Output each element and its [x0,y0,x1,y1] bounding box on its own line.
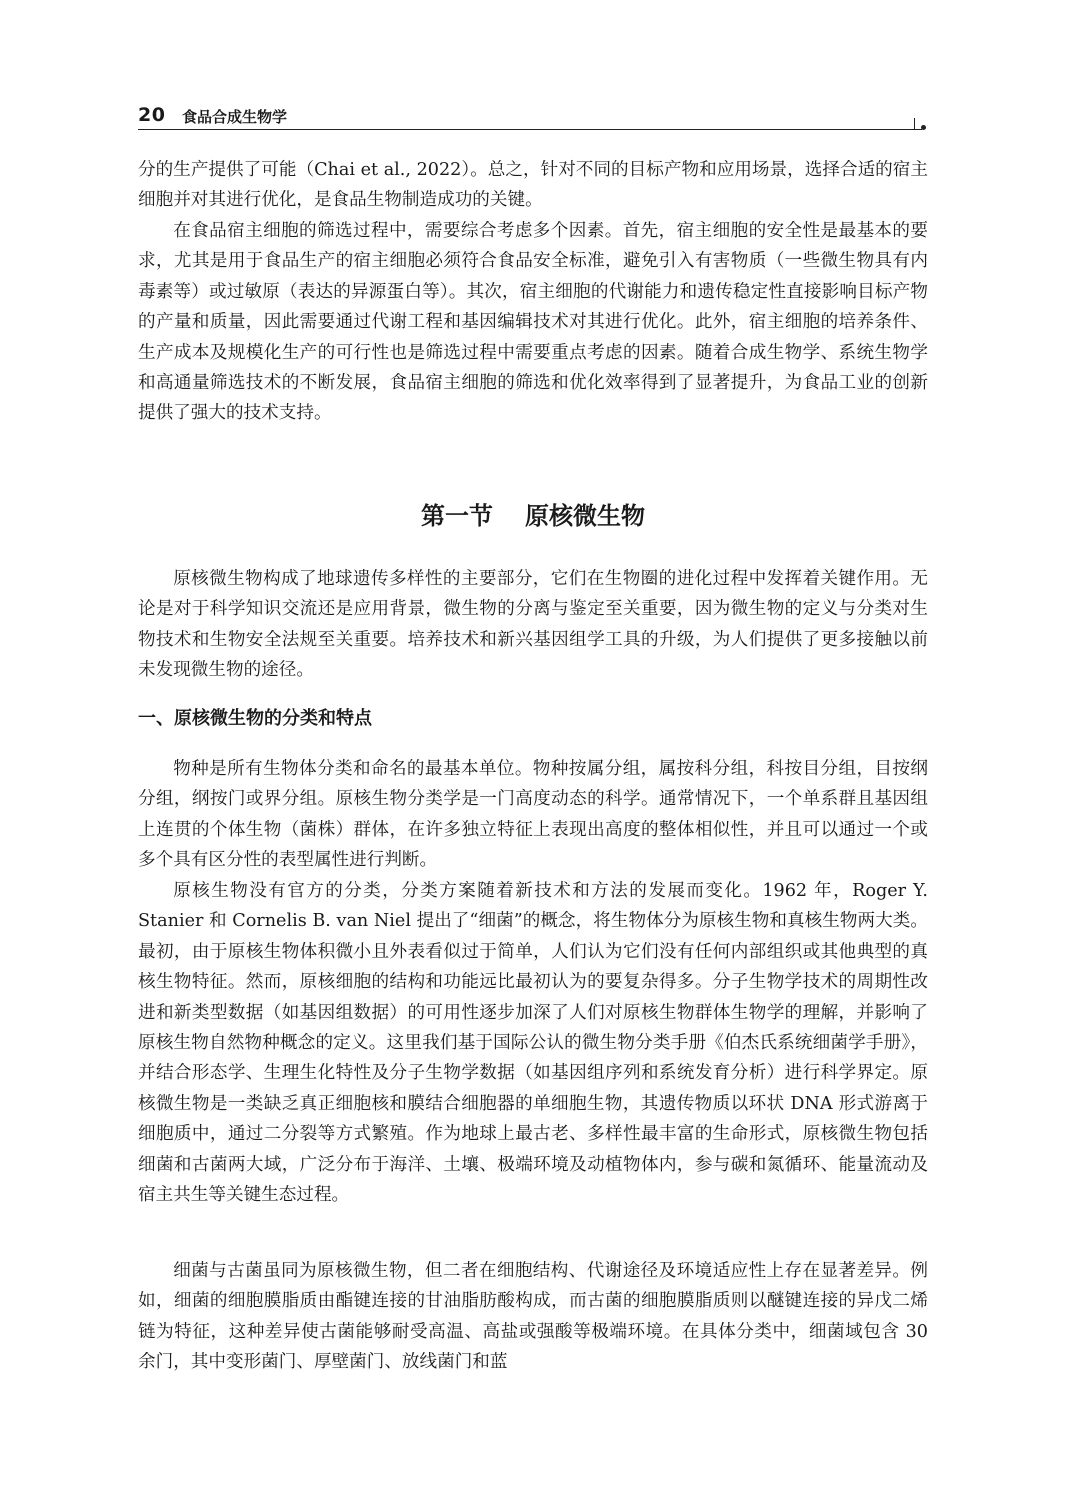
header-ornament [900,116,930,136]
ornament-tick [914,118,915,129]
paragraph-species: 物种是所有生物体分类和命名的最基本单位。物种按属分组，属按科分组，科按目分组，目按纲分组，纲按门或界分组。原核生物分类学是一门高度动态的科学。通常情况下，一个单系群且基因组上连贯的个体生物（菌株）群体，在许多独立特征上表现出高度的整体相似性，并且可以通过一个或多个具有区分性的表型属性进行判断。 [138,759,928,871]
page-number: 20 [138,104,166,126]
section-number: 第一节 [421,501,493,530]
section-heading [138,496,928,536]
paragraph-bacteria-archaea: 细菌与古菌虽同为原核微生物，但二者在细胞结构、代谢途径及环境适应性上存在显著差异。例如，细菌的细胞膜脂质由酯键连接的甘油脂肪酸构成，而古菌的细胞膜脂质则以醚键连接的异戊二烯链为特征，这种差异使古菌能够耐受高温、高盐或强酸等极端环境。在具体分类中，细菌域包含 30 余门，其中变形菌门、厚壁菌门、放线菌门和蓝 [138,1261,928,1373]
ornament-dot [921,125,926,130]
paragraph-continued: 分的生产提供了可能（Chai et al., 2022）。总之，针对不同的目标产物和应用场景，选择合适的宿主细胞并对其进行优化，是食品生物制造成功的关键。 [138,160,928,211]
paragraph-classification: 原核生物没有官方的分类，分类方案随着新技术和方法的发展而变化。1962 年，Roger Y. Stanier 和 Cornelis B. van Niel 提出了“细菌”的概念，将生物体分为原核生物和真核生物两大类。最初，由于原核生物体积微小且外表看似过于简单，人们认为它们没有任何内部组织或其他典型的真核生物特征。然而，原核细胞的结构和功能远比最初认为的要复杂得多。分子生物学技术的周期性改进和新类型数据（如基因组数据）的可用性逐步加深了人们对原核生物群体生物学的理解，并影响了原核生物自然物种概念的定义。这里我们基于国际公认的微生物分类手册《伯杰氏系统细菌学手册》，并结合形态学、生理生化特性及分子生物学数据（如基因组序列和系统发育分析）进行科学界定。原核微生物是一类缺乏真正细胞核和膜结合细胞器的单细胞生物，其遗传物质以环状 DNA 形式游离于细胞质中，通过二分裂等方式繁殖。作为地球上最古老、多样性最丰富的生命形式，原核微生物包括细菌和古菌两大域，广泛分布于海洋、土壤、极端环境及动植物体内，参与碳和氮循环、能量流动及宿主共生等关键生态过程。 [138,881,928,1206]
paragraph-section-intro: 原核微生物构成了地球遗传多样性的主要部分，它们在生物圈的进化过程中发挥着关键作用。无论是对于科学知识交流还是应用背景，微生物的分离与鉴定至关重要，因为微生物的定义与分类对生物技术和生物安全法规至关重要。培养技术和新兴基因组学工具的升级，为人们提供了更多接触以前未发现微生物的途径。 [138,569,928,681]
paragraph-host-screening: 在食品宿主细胞的筛选过程中，需要综合考虑多个因素。首先，宿主细胞的安全性是最基本的要求，尤其是用于食品生产的宿主细胞必须符合食品安全标准，避免引入有害物质（一些微生物具有内毒素等）或过敏原（表达的异源蛋白等）。其次，宿主细胞的代谢能力和遗传稳定性直接影响目标产物的产量和质量，因此需要通过代谢工程和基因编辑技术对其进行优化。此外，宿主细胞的培养条件、生产成本及规模化生产的可行性也是筛选过程中需要重点考虑的因素。随着合成生物学、系统生物学和高通量筛选技术的不断发展，食品宿主细胞的筛选和优化效率得到了显著提升，为食品工业的创新提供了强大的技术支持。 [138,221,928,424]
subsection-heading: 一、原核微生物的分类和特点 [138,708,372,729]
book-title: 食品合成生物学 [182,108,288,126]
header-rule [138,129,922,130]
section-title: 原核微生物 [525,501,645,530]
